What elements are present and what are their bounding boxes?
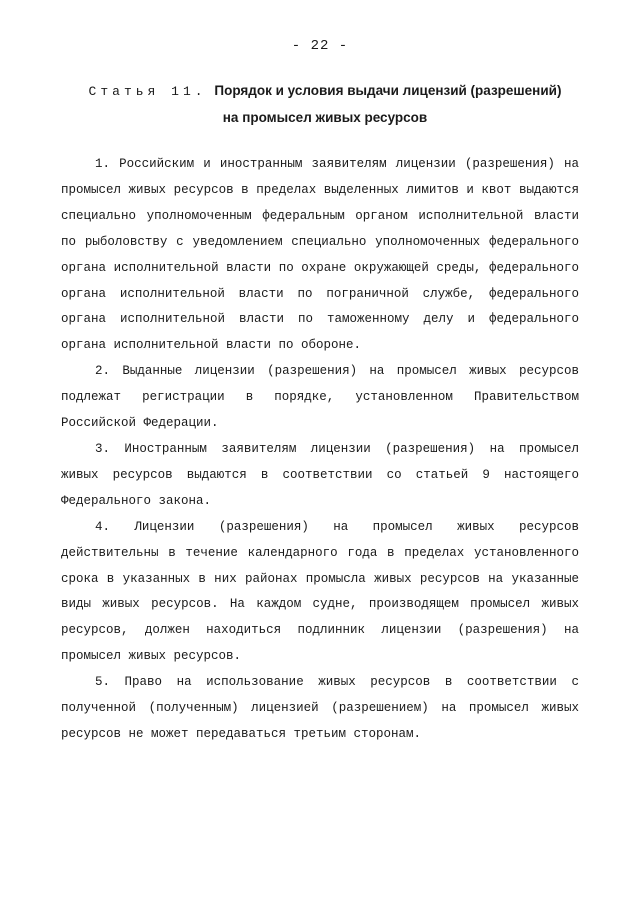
paragraph-4: 4. Лицензии (разрешения) на промысел живых ресурсов действительны в течение календарного года в пределах установленного срока в указанных в них районах промысла живых ресурсов на указанные виды живых ресурсов. На каждом судне, производящем промысел живых ресурсов, должен находиться подлинник лицензии (разрешения) на промысел живых ресурсов. <box>61 519 579 664</box>
page-number: - 22 - <box>291 38 349 54</box>
paragraph-2: 2. Выданные лицензии (разрешения) на промысел живых ресурсов подлежат регистрации в порядке, установленном Правительством Российской Федерации. <box>61 364 579 431</box>
article-heading-line-1 <box>60 78 590 105</box>
paragraph-3: 3. Иностранным заявителям лицензии (разрешения) на промысел живых ресурсов выдаются в соответствии со статьей 9 настоящего Федерального закона. <box>61 441 579 508</box>
article-title-line-1: Порядок и условия выдачи лицензий (разрешений) <box>214 83 562 98</box>
article-body <box>61 152 579 748</box>
paragraph-5: 5. Право на использование живых ресурсов в соответствии с полученной (полученным) лицензией (разрешением) на промысел живых ресурсов не может передаваться третьим сторонам. <box>61 675 579 741</box>
article-title-line-2: на промысел живых ресурсов <box>222 110 428 125</box>
paragraph-1: 1. Российским и иностранным заявителям лицензии (разрешения) на промысел живых ресурсов в пределах выделенных лимитов и квот выдаются специально уполномоченным федеральным органом исполнительной власти по рыболовству с уведомлением специально уполномоченных федерального органа исполнительной власти по охране окружающей среды, федерального органа исполнительной власти по пограничной службе, федерального органа исполнительной власти по таможенному делу и федерального органа исполнительной власти по обороне. <box>61 157 579 353</box>
article-heading <box>60 78 590 131</box>
article-label: Статья 11. <box>88 84 207 99</box>
